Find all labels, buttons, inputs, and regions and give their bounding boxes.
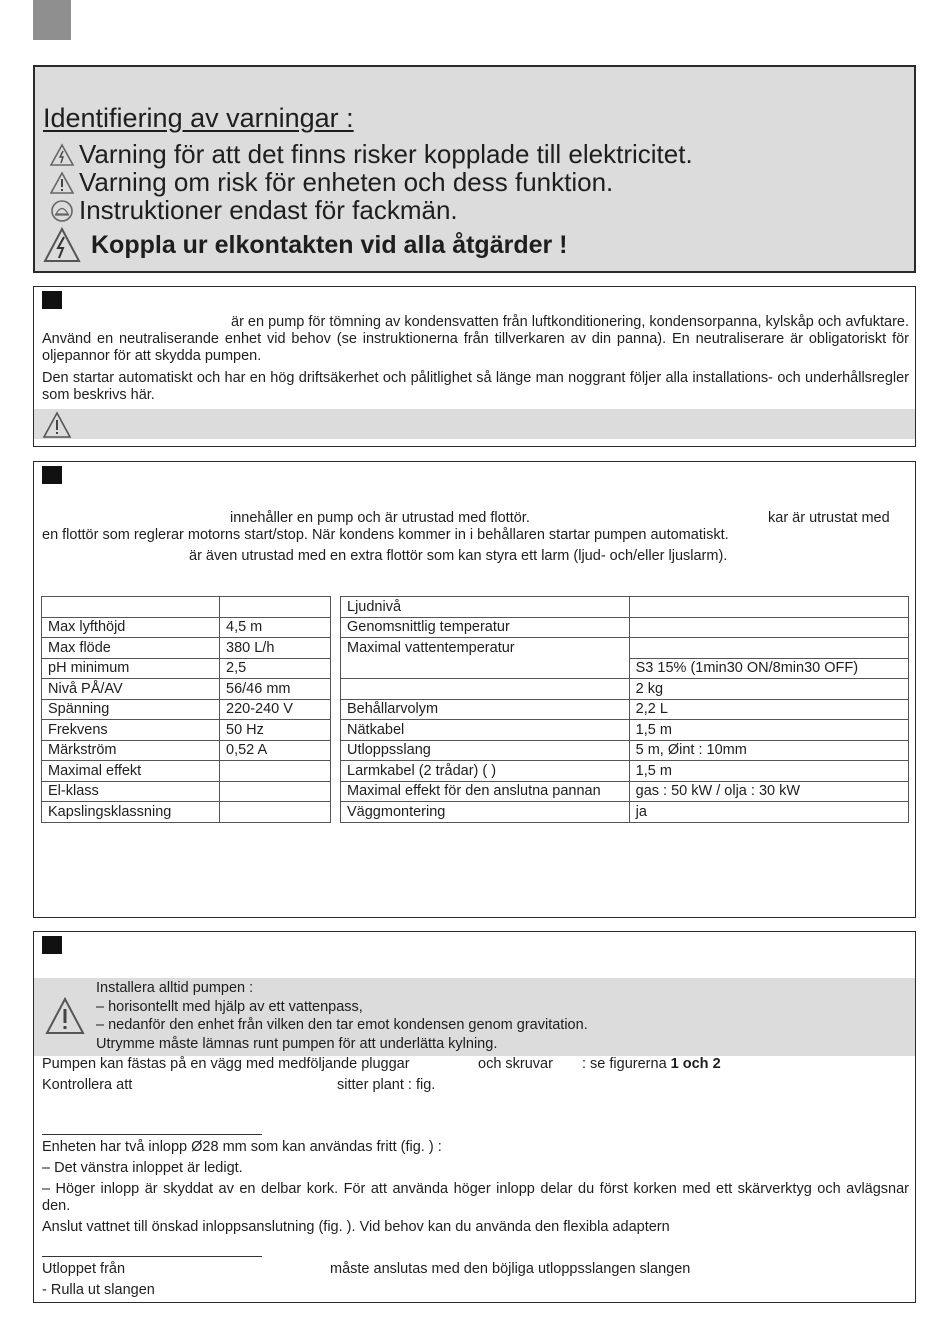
caution-icon — [49, 171, 75, 195]
spec-table-right — [340, 596, 909, 823]
tank-float-text: kar är utrustat med — [768, 510, 890, 526]
table-row — [42, 740, 331, 761]
spec-value: 0,52 A — [220, 740, 331, 761]
table-row — [341, 638, 909, 659]
spec-value: 1,5 m — [629, 720, 908, 741]
spec-value — [220, 802, 331, 823]
warning-electric-text: Varning för att det finns risker kopplade till elektricitet. — [79, 139, 693, 169]
operation-paragraph: Den startar automatiskt och har en hög driftsäkerhet och pålitlighet så länge man noggrant följer alla installations- och underhållsregler som beskrivs här. — [42, 370, 909, 403]
spec-label: Frekvens — [42, 720, 220, 741]
spec-table-left — [41, 596, 331, 823]
install-line: Installera alltid pumpen : — [96, 980, 254, 996]
spec-label: Larmkabel (2 trådar) ( ) — [341, 761, 630, 782]
spec-value: 50 Hz — [220, 720, 331, 741]
spec-value: 380 L/h — [220, 638, 331, 659]
spec-value: 2 kg — [629, 679, 908, 700]
spec-label: Märkström — [42, 740, 220, 761]
spec-label: Nivå PÅ/AV — [42, 679, 220, 700]
inlet-left-text: – Det vänstra inloppet är ledigt. — [42, 1160, 243, 1176]
spec-label — [42, 597, 220, 618]
install-line: – horisontellt med hjälp av ett vattenpass, — [96, 998, 363, 1015]
spec-label: Väggmontering — [341, 802, 630, 823]
spec-label: Max lyfthöjd — [42, 617, 220, 638]
unplug-warning — [43, 227, 568, 263]
spec-value: S3 15% (1min30 ON/8min30 OFF) — [629, 658, 908, 679]
table-row — [42, 720, 331, 741]
warning-identification-box — [33, 65, 916, 273]
spec-value: gas : 50 kW / olja : 30 kW — [629, 781, 908, 802]
spec-value: 4,5 m — [220, 617, 331, 638]
spec-label: Spänning — [42, 699, 220, 720]
page-tab-marker — [33, 0, 71, 40]
install-instructions — [96, 979, 588, 1053]
caution-icon — [44, 996, 86, 1036]
subsection-rule — [42, 1256, 262, 1257]
warning-professional-line — [49, 195, 458, 226]
warning-device-text: Varning om risk för enheten och dess funktion. — [79, 167, 614, 197]
spec-value — [629, 638, 908, 659]
table-row — [341, 597, 909, 618]
table-row — [341, 802, 909, 823]
spec-label: pH minimum — [42, 658, 220, 679]
spec-value — [220, 781, 331, 802]
table-row — [42, 617, 331, 638]
section-marker — [42, 936, 62, 954]
professional-icon — [49, 199, 75, 223]
section-marker — [42, 466, 62, 484]
outlet-text: Utloppet från — [42, 1261, 126, 1277]
spec-label: Maximal vattentemperatur — [341, 638, 630, 679]
table-row — [42, 761, 331, 782]
install-line: – nedanför den enhet från vilken den tar emot kondensen genom gravitation. — [96, 1017, 588, 1033]
alarm-float-text: är även utrustad med en extra flottör som kan styra ett larm (ljud- och/eller ljuslarm). — [189, 548, 728, 564]
electric-warning-large-icon — [43, 227, 81, 263]
spec-value — [629, 597, 908, 618]
spec-label: Utloppsslang — [341, 740, 630, 761]
inlet-text: Enheten har två inlopp Ø28 mm som kan användas fritt (fig. ) : — [42, 1139, 442, 1155]
unplug-warning-text: Koppla ur elkontakten vid alla åtgärder ! — [91, 230, 568, 259]
section-marker — [42, 291, 62, 309]
table-row — [42, 658, 331, 679]
spec-value: 220-240 V — [220, 699, 331, 720]
warning-title: Identifiering av varningar : — [43, 103, 354, 133]
spec-value: 2,2 L — [629, 699, 908, 720]
outlet-hose-text: måste anslutas med den böjliga utloppsslangen slangen — [330, 1261, 691, 1277]
table-row — [341, 699, 909, 720]
spec-value — [220, 597, 331, 618]
table-row — [341, 720, 909, 741]
table-row — [341, 781, 909, 802]
float-motor-text: en flottör som reglerar motorns start/stop. När kondens kommer in i behållaren startar pumpen automatiskt. — [42, 527, 729, 543]
spec-label — [341, 679, 630, 700]
electric-warning-icon — [49, 143, 75, 167]
spec-label: Ljudnivå — [341, 597, 630, 618]
spec-value — [629, 617, 908, 638]
spec-value: 2,5 — [220, 658, 331, 679]
spec-value: 5 m, Øint : 10mm — [629, 740, 908, 761]
spec-label: Behållarvolym — [341, 699, 630, 720]
table-row — [42, 679, 331, 700]
spec-value: 56/46 mm — [220, 679, 331, 700]
table-row — [341, 740, 909, 761]
caution-icon — [42, 411, 72, 439]
check-text: Kontrollera att — [42, 1077, 133, 1093]
description-paragraph: är en pump för tömning av kondensvatten från luftkonditionering, kondensorpanna, kylskåp och avfuktare. Använd en neutraliserande enhet vid behov (se instruktionerna från tillverkaren av din panna). En neutraliserare är obligatoriskt för oljepannor för att skydda pumpen. — [42, 314, 909, 364]
warning-device-line — [49, 167, 613, 198]
spec-value — [220, 761, 331, 782]
table-row — [42, 699, 331, 720]
table-row — [42, 781, 331, 802]
spec-label: Max flöde — [42, 638, 220, 659]
check-flat-text: sitter plant : fig. — [337, 1077, 436, 1093]
table-row — [341, 617, 909, 638]
caution-band — [34, 409, 915, 439]
spec-value: 1,5 m — [629, 761, 908, 782]
table-row — [42, 802, 331, 823]
spec-label: El-klass — [42, 781, 220, 802]
table-row — [42, 597, 331, 618]
spec-label: Nätkabel — [341, 720, 630, 741]
subsection-rule — [42, 1134, 262, 1135]
spec-label: Genomsnittlig temperatur — [341, 617, 630, 638]
spec-label: Maximal effekt för den anslutna pannan — [341, 781, 630, 802]
figures-ref: : se figurerna — [582, 1056, 667, 1072]
wall-mount-text: Pumpen kan fästas på en vägg med medföljande pluggar — [42, 1056, 410, 1072]
section-installation — [33, 931, 916, 1303]
section-description — [33, 286, 916, 447]
spec-label: Kapslingsklassning — [42, 802, 220, 823]
inlet-right-text: – Höger inlopp är skyddat av en delbar kork. För att använda höger inlopp delar du först korken med ett skärverktyg och avlägsnar den. — [42, 1181, 909, 1214]
spec-value: ja — [629, 802, 908, 823]
warning-electric-line — [49, 139, 693, 170]
table-row — [341, 679, 909, 700]
section-technical-specs — [33, 461, 916, 918]
table-row — [42, 638, 331, 659]
figures-number: 1 och 2 — [670, 1056, 721, 1072]
warning-professional-text: Instruktioner endast för fackmän. — [79, 195, 458, 225]
pump-float-text: innehåller en pump och är utrustad med flottör. — [230, 510, 530, 526]
wall-mount-screws: och skruvar — [478, 1056, 553, 1072]
table-row — [341, 761, 909, 782]
connect-text: Anslut vattnet till önskad inloppsanslutning (fig. ). Vid behov kan du använda den flexibla adaptern — [42, 1219, 670, 1235]
unroll-text: - Rulla ut slangen — [42, 1282, 155, 1298]
wall-mount-figures — [582, 1056, 721, 1072]
install-line: Utrymme måste lämnas runt pumpen för att underlätta kylning. — [96, 1035, 498, 1052]
spec-label: Maximal effekt — [42, 761, 220, 782]
